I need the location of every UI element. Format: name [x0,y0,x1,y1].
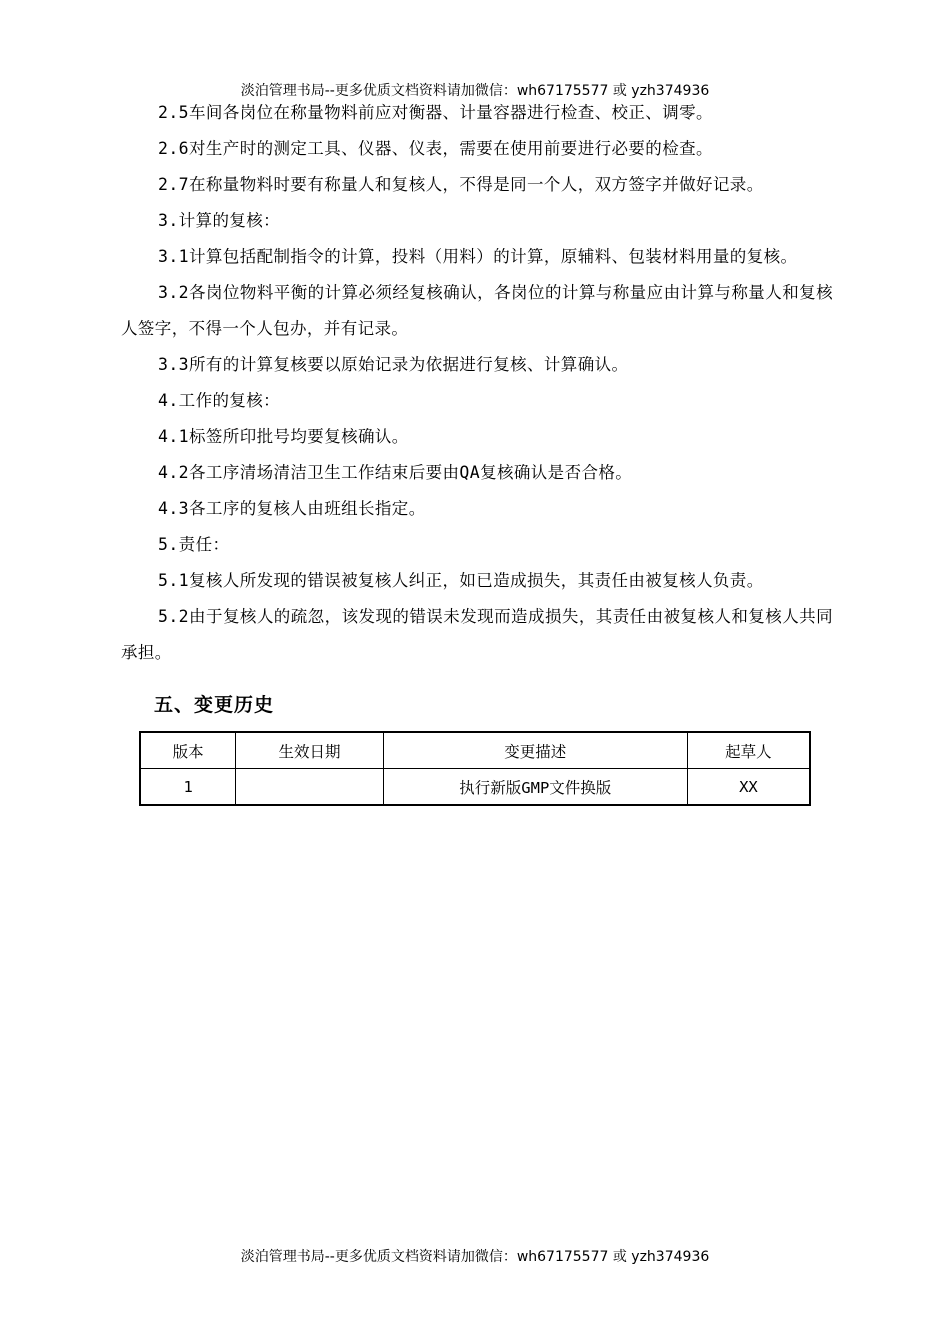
heading-4-work-review: 4.工作的复核： [158,391,281,410]
table-row [140,769,810,806]
paragraph-3-2: 3.2各岗位物料平衡的计算必须经复核确认，各岗位的计算与称量应由计算与称量人和复核人签字，不得一个人包办，并有记录。 [121,283,833,338]
paragraph-3-3: 3.3所有的计算复核要以原始记录为依据进行复核、计算确认。 [158,355,629,374]
change-history-table [139,731,811,806]
paragraph-5-1: 5.1复核人所发现的错误被复核人纠正，如已造成损失，其责任由被复核人负责。 [158,571,764,590]
document-body [121,95,833,671]
paragraph-5-2: 5.2由于复核人的疏忽，该发现的错误未发现而造成损失，其责任由被复核人和复核人共同承担。 [121,607,833,662]
page-footer: 淡泊管理书局--更多优质文档资料请加微信：wh67175577 或 yzh374936 [240,1249,710,1265]
header-drafter: 起草人 [687,732,810,769]
header-version: 版本 [140,732,236,769]
paragraph-4-2: 4.2各工序清场清洁卫生工作结束后要由QA复核确认是否合格。 [158,463,633,482]
paragraph-4-1: 4.1标签所印批号均要复核确认。 [158,427,409,446]
paragraph-2-6: 2.6对生产时的测定工具、仪器、仪表，需要在使用前要进行必要的检查。 [158,139,713,158]
cell-change-description: 执行新版GMP文件换版 [383,769,687,806]
section-title-change-history: 五、变更历史 [154,694,275,716]
heading-5-responsibility: 5.责任： [158,535,230,554]
cell-drafter: XX [687,769,810,806]
paragraph-2-7: 2.7在称量物料时要有称量人和复核人，不得是同一个人，双方签字并做好记录。 [158,175,764,194]
header-effective-date: 生效日期 [236,732,384,769]
cell-version: 1 [140,769,236,806]
cell-effective-date [236,769,384,806]
table-header-row [140,732,810,769]
header-change-description: 变更描述 [383,732,687,769]
paragraph-3-1: 3.1计算包括配制指令的计算，投料（用料）的计算，原辅料、包装材料用量的复核。 [158,247,798,266]
heading-3-calculation-review: 3.计算的复核： [158,211,281,230]
paragraph-4-3: 4.3各工序的复核人由班组长指定。 [158,499,426,518]
page-header: 淡泊管理书局--更多优质文档资料请加微信：wh67175577 或 yzh374936 [240,83,710,99]
paragraph-2-5: 2.5车间各岗位在称量物料前应对衡器、计量容器进行检查、校正、调零。 [158,103,713,122]
